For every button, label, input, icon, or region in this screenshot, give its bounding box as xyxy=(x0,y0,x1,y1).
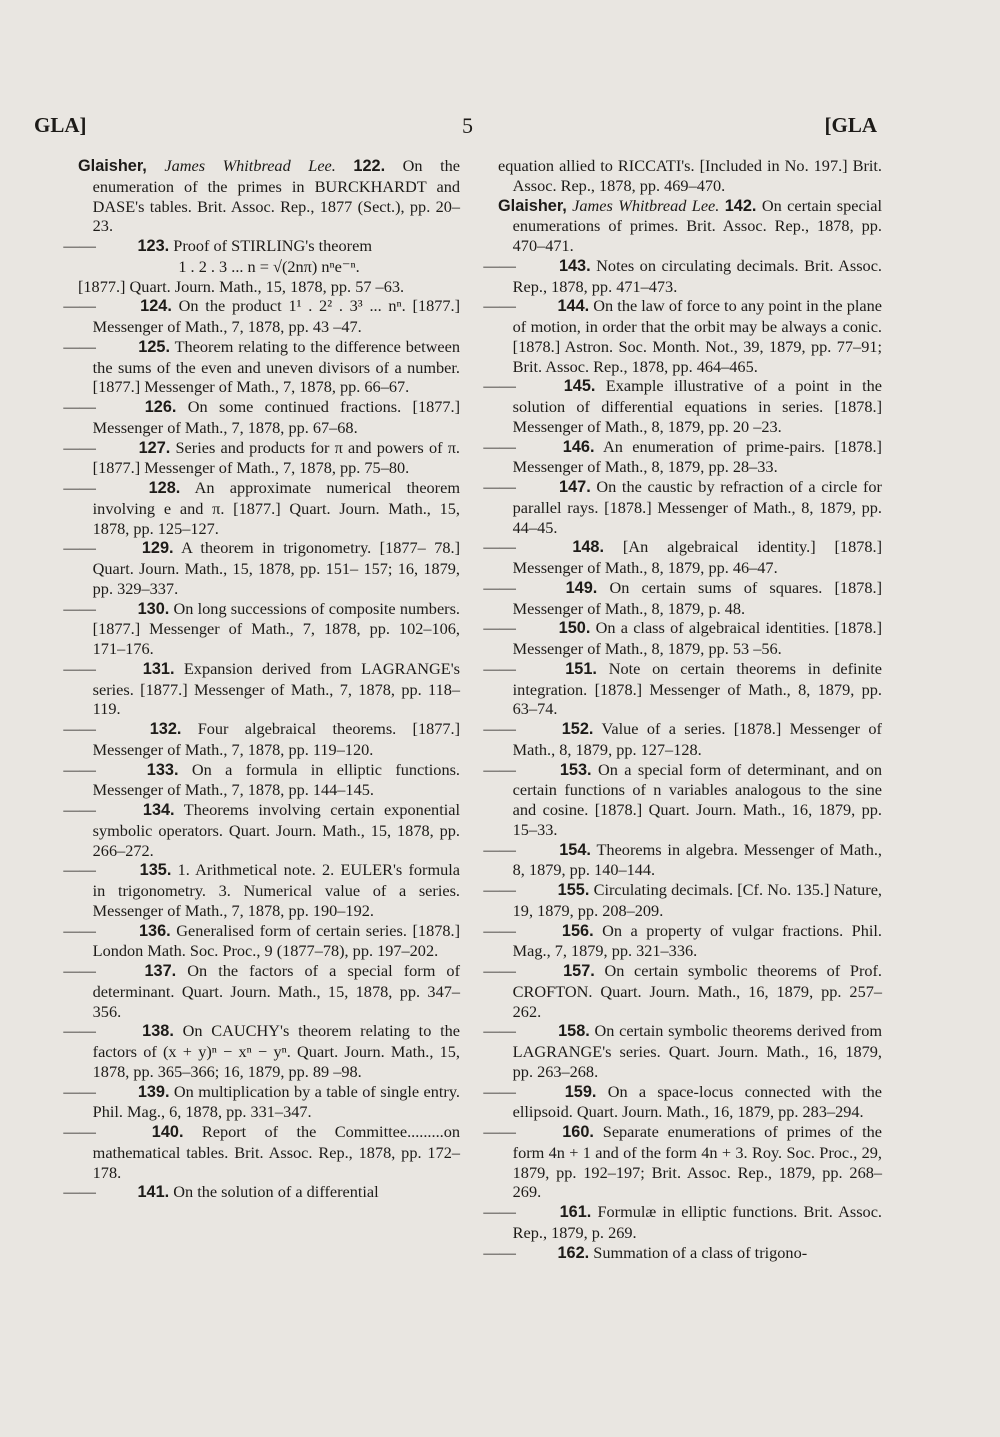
entry-text: On the solution of a differential xyxy=(169,1182,379,1202)
repeat-dash: —— xyxy=(63,800,96,819)
author-name: Glaisher, xyxy=(78,157,147,175)
bibliography-entry xyxy=(483,537,882,578)
entry-text: Proof of STIRLING's theorem xyxy=(169,236,372,255)
author-name: Glaisher, xyxy=(498,196,567,215)
entry-number: 156. xyxy=(561,921,594,940)
entry-number: 131. xyxy=(142,659,175,678)
repeat-dash: —— xyxy=(63,437,96,457)
bibliography-entry xyxy=(63,759,460,801)
entry-text: An approximate numerical theorem involving e and π. [1877.] Quart. Journ. Math., 15, 1878, pp. 125–127. xyxy=(92,478,460,538)
bibliography-entry xyxy=(63,658,460,719)
repeat-dash: —— xyxy=(63,236,96,255)
entry-number: 152. xyxy=(561,720,594,738)
entry-text: Value of a series. [1878.] Messenger of Math., 8, 1879, pp. 127–128. xyxy=(512,719,882,759)
left-column xyxy=(63,156,461,1203)
entry-continuation: [1877.] Quart. Journ. Math., 15, 1878, pp. 57 –63. xyxy=(78,276,405,296)
repeat-dash: —— xyxy=(63,658,96,678)
bibliography-entry xyxy=(483,1202,882,1243)
entry-number: 151. xyxy=(565,659,597,678)
entry-number: 124. xyxy=(140,297,172,316)
repeat-dash: —— xyxy=(483,577,516,597)
bibliography-entry xyxy=(483,477,882,537)
repeat-dash: —— xyxy=(483,1122,516,1141)
repeat-dash: —— xyxy=(63,860,96,880)
entry-text: Theorems involving certain exponential symbolic operators. Quart. Journ. Math., 15, 1878, pp. 266–272. xyxy=(92,800,460,860)
repeat-dash: —— xyxy=(483,537,516,557)
entry-number: 153. xyxy=(559,760,592,779)
repeat-dash: —— xyxy=(483,1242,516,1262)
entry-text: Theorems in algebra. Messenger of Math., 8, 1879, pp. 140–144. xyxy=(512,839,882,880)
bibliography-entry xyxy=(63,236,460,257)
repeat-dash: —— xyxy=(483,618,516,638)
entry-number: 154. xyxy=(559,840,591,859)
entry-number: 133. xyxy=(146,760,179,779)
repeat-dash: —— xyxy=(63,759,96,779)
entry-text: Formulæ in elliptic functions. Brit. Assoc. Rep., 1879, p. 269. xyxy=(512,1202,882,1242)
entry-text: On a space-locus connected with the ellipsoid. Quart. Journ. Math., 16, 1879, pp. 283–294. xyxy=(512,1081,882,1122)
entry-text: On certain symbolic theorems of Prof. CROFTON. Quart. Journ. Math., 16, 1879, pp. 257–262. xyxy=(512,961,882,1021)
repeat-dash: —— xyxy=(483,296,516,316)
entry-number: 158. xyxy=(558,1022,590,1041)
bibliography-entry xyxy=(63,860,460,920)
bibliography-entry xyxy=(63,336,460,397)
entry-number: 146. xyxy=(562,437,595,456)
entry-text: On a property of vulgar fractions. Phil. Mag., 7, 1879, pp. 321–336. xyxy=(512,920,882,961)
repeat-dash: —— xyxy=(483,658,516,678)
bibliography-entry xyxy=(483,255,882,297)
bibliography-entry xyxy=(483,618,883,659)
entry-text: Example illustrative of a point in the solution of differential equations in series. [1878.] Messenger of Math., 8, 1879, pp. 20 –23. xyxy=(512,376,882,436)
bibliography-entry xyxy=(483,577,882,619)
running-header xyxy=(0,113,1000,143)
entry-text: On CAUCHY's theorem relating to the factors of (x + y)ⁿ − xⁿ − yⁿ. Quart. Journ. Math., 15, 1878, pp. 365–366; 16, 1879, pp. 89 –98. xyxy=(92,1021,460,1081)
repeat-dash: —— xyxy=(483,1202,516,1221)
entry-number: 129. xyxy=(141,539,174,558)
bibliography-entry xyxy=(498,156,882,196)
bibliography-entry xyxy=(63,1182,460,1203)
bibliography-entry xyxy=(63,1021,460,1081)
entry-text: On the enumeration of the primes in BURCKHARDT and DASE's tables. Brit. Assoc. Rep., 1877 (Sect.), pp. 20–23. xyxy=(92,156,460,236)
repeat-dash: —— xyxy=(63,397,96,416)
entry-number: 139. xyxy=(137,1082,170,1101)
bibliography-entry xyxy=(63,800,460,860)
header-right: [GLA xyxy=(824,113,877,137)
entry-number: 127. xyxy=(138,438,171,457)
page-number: 5 xyxy=(462,113,473,138)
repeat-dash: —— xyxy=(483,255,516,275)
bibliography-entry xyxy=(483,1122,882,1202)
entry-text: Four algebraical theorems. [1877.] Messenger of Math., 7, 1878, pp. 119–120. xyxy=(92,719,461,759)
entry-text: Report of the Committee.........on mathematical tables. Brit. Assoc. Rep., 1878, pp. 172–178. xyxy=(92,1122,460,1182)
entry-number: 159. xyxy=(564,1082,597,1101)
bibliography-entry xyxy=(63,719,461,760)
entry-number: 148. xyxy=(572,538,605,557)
entry-text: Notes on circulating decimals. Brit. Assoc. Rep., 1878, pp. 471–473. xyxy=(512,255,882,296)
repeat-dash: —— xyxy=(483,759,516,779)
bibliography-entry xyxy=(63,961,460,1021)
entry-number: 130. xyxy=(137,599,170,618)
formula: 1 . 2 . 3 ... n = √(2nπ) nⁿe⁻ⁿ. xyxy=(178,256,360,276)
entry-number: 160. xyxy=(562,1123,594,1141)
bibliography-entry xyxy=(63,437,460,479)
repeat-dash: —— xyxy=(483,1021,516,1041)
entry-number: 141. xyxy=(137,1183,170,1202)
bibliography-entry xyxy=(78,156,460,236)
bibliography-entry xyxy=(483,1242,882,1264)
repeat-dash: —— xyxy=(63,1122,96,1141)
entry-number: 126. xyxy=(144,398,177,416)
entry-text: Generalised form of certain series. [1878.] London Math. Soc. Proc., 9 (1877–78), pp. 197–202. xyxy=(92,920,460,961)
entry-text: A theorem in trigonometry. [1877– 78.] Quart. Journ. Math., 15, 1878, pp. 151– 157; 16, 1879, pp. 329–337. xyxy=(92,538,460,598)
repeat-dash: —— xyxy=(483,839,516,859)
entry-text: On certain special enumerations of primes. Brit. Assoc. Rep., 1878, pp. 470–471. xyxy=(512,195,882,255)
entry-number: 138. xyxy=(142,1022,174,1041)
entry-text: On the law of force to any point in the plane of motion, in order that the orbit may be always a conic. [1878.] Astron. Soc. Month. Not., 39, 1879, pp. 77–91; Brit. Assoc. Rep., 1878, pp. 464–465. xyxy=(512,296,882,376)
bibliography-entry xyxy=(63,920,460,962)
repeat-dash: —— xyxy=(483,477,516,496)
entry-number: 144. xyxy=(557,297,590,316)
entry-text: Theorem relating to the difference between the sums of the even and uneven divisors of a number. [1877.] Messenger of Math., 7, 1878, pp. 66–67. xyxy=(92,336,460,397)
entry-text: Expansion derived from LAGRANGE's series. [1877.] Messenger of Math., 7, 1878, pp. 118–119. xyxy=(92,658,460,719)
author-forenames: James Whitbread Lee. xyxy=(566,195,720,215)
bibliography-entry xyxy=(483,839,882,881)
repeat-dash: —— xyxy=(483,436,516,456)
bibliography-entry xyxy=(483,961,882,1021)
entry-text: On some continued fractions. [1877.] Messenger of Math., 7, 1878, pp. 67–68. xyxy=(92,397,461,437)
entry-number: 155. xyxy=(557,881,590,899)
repeat-dash: —— xyxy=(483,961,516,980)
bibliography-entry xyxy=(483,719,882,760)
entry-text: On long successions of composite numbers. [1877.] Messenger of Math., 7, 1878, pp. 102–106, 171–176. xyxy=(92,598,461,658)
bibliography-entry xyxy=(63,598,461,659)
entry-number: 136. xyxy=(138,921,171,940)
bibliography-entry xyxy=(483,1081,882,1123)
entry-number: 150. xyxy=(558,619,591,638)
entry-text: An enumeration of prime-pairs. [1878.] Messenger of Math., 8, 1879, pp. 28–33. xyxy=(512,436,882,477)
bibliography-entry xyxy=(483,920,882,962)
entry-number: 161. xyxy=(559,1203,592,1221)
entry-text: Series and products for π and powers of π. [1877.] Messenger of Math., 7, 1878, pp. 75–80. xyxy=(92,437,460,478)
repeat-dash: —— xyxy=(63,1182,96,1202)
entry-number: 140. xyxy=(151,1123,184,1141)
entry-text: On the caustic by refraction of a circle for parallel rays. [1878.] Messenger of Math., 8, 1879, pp. 44–45. xyxy=(512,477,882,537)
entry-text: On a special form of determinant, and on certain functions of n variables analogous to the sine and cosine. [1878.] Quart. Journ. Math., 16, 1879, pp. 15–33. xyxy=(512,759,882,839)
entry-text: Separate enumerations of primes of the form 4n + 1 and of the form 4n + 3. Roy. Soc. Proc., 29, 1879, pp. 192–197; Brit. Assoc. Rep., 1879, pp. 268–269. xyxy=(512,1122,882,1202)
entry-text: On the product 1¹ . 2² . 3³ ... nⁿ. [1877.] Messenger of Math., 7, 1878, pp. 43 –47. xyxy=(92,296,460,336)
repeat-dash: —— xyxy=(483,880,516,899)
entry-number: 125. xyxy=(138,337,170,356)
entry-text: Circulating decimals. [Cf. No. 135.] Nature, 19, 1879, pp. 208–209. xyxy=(512,880,882,920)
bibliography-entry xyxy=(483,296,882,376)
repeat-dash: —— xyxy=(63,538,96,558)
repeat-dash: —— xyxy=(63,296,96,316)
entry-text: On multiplication by a table of single entry. Phil. Mag., 6, 1878, pp. 331–347. xyxy=(92,1081,460,1122)
repeat-dash: —— xyxy=(63,336,96,356)
repeat-dash: —— xyxy=(63,598,96,618)
bibliography-entry xyxy=(63,296,460,337)
entry-text: On certain symbolic theorems derived from LAGRANGE's series. Quart. Journ. Math., 16, 1879, pp. 263–268. xyxy=(512,1021,883,1081)
bibliography-entry xyxy=(63,1081,460,1123)
entry-number: 157. xyxy=(563,962,595,980)
bibliography-entry xyxy=(483,759,882,840)
entry-number: 137. xyxy=(144,962,177,980)
entry-number: 132. xyxy=(149,720,182,738)
repeat-dash: —— xyxy=(63,961,96,980)
bibliography-entry xyxy=(483,880,882,921)
repeat-dash: —— xyxy=(63,1081,96,1101)
repeat-dash: —— xyxy=(63,478,96,497)
entry-text: Note on certain theorems in definite integration. [1878.] Messenger of Math., 8, 1879, pp. 63–74. xyxy=(512,658,882,719)
entry-text: On the factors of a special form of determinant. Quart. Journ. Math., 15, 1878, pp. 347–356. xyxy=(92,961,460,1021)
entry-text: equation allied to RICCATI's. [Included in No. 197.] Brit. Assoc. Rep., 1878, pp. 469–470. xyxy=(498,156,882,195)
repeat-dash: —— xyxy=(483,719,516,738)
bibliography-entry xyxy=(63,538,460,598)
author-forenames: James Whitbread Lee. xyxy=(146,156,336,175)
entry-number: 143. xyxy=(558,256,591,275)
right-column xyxy=(483,156,883,1263)
entry-number: 145. xyxy=(563,377,596,396)
entry-text: On certain sums of squares. [1878.] Messenger of Math., 8, 1879, p. 48. xyxy=(512,577,882,618)
repeat-dash: —— xyxy=(483,376,516,396)
bibliography-entry xyxy=(63,1122,460,1182)
entry-number: 135. xyxy=(139,861,172,880)
entry-number: 147. xyxy=(559,478,591,496)
bibliography-entry xyxy=(483,436,882,478)
entry-text: 1. Arithmetical note. 2. EULER's formula in trigonometry. 3. Numerical value of a series. Messenger of Math., 7, 1878, pp. 190–192. xyxy=(92,860,460,920)
entry-text: Summation of a class of trigono- xyxy=(589,1242,808,1262)
entry-number: 128. xyxy=(148,479,181,497)
entry-text: [An algebraical identity.] [1878.] Messenger of Math., 8, 1879, pp. 46–47. xyxy=(512,537,882,577)
repeat-dash: —— xyxy=(483,1081,516,1101)
entry-number: 123. xyxy=(137,237,170,255)
bibliography-entry xyxy=(483,376,882,436)
entry-number: 134. xyxy=(142,801,175,819)
entry-number: 149. xyxy=(565,578,598,597)
repeat-dash: —— xyxy=(63,719,96,738)
entry-text: On a class of algebraical identities. [1878.] Messenger of Math., 8, 1879, pp. 53 –56. xyxy=(512,618,883,658)
entry-number: 162. xyxy=(557,1243,590,1262)
repeat-dash: —— xyxy=(63,1021,96,1041)
repeat-dash: —— xyxy=(483,920,516,940)
repeat-dash: —— xyxy=(63,920,96,940)
bibliography-entry xyxy=(63,478,460,538)
bibliography-entry xyxy=(63,397,461,438)
header-left: GLA] xyxy=(34,113,87,137)
entry-number: 122. xyxy=(353,157,386,175)
bibliography-entry xyxy=(483,1021,883,1081)
entry-text: On a formula in elliptic functions. Messenger of Math., 7, 1878, pp. 144–145. xyxy=(92,759,460,800)
entry-number: 142. xyxy=(724,196,757,215)
bibliography-entry xyxy=(498,196,882,256)
bibliography-entry xyxy=(483,658,882,719)
